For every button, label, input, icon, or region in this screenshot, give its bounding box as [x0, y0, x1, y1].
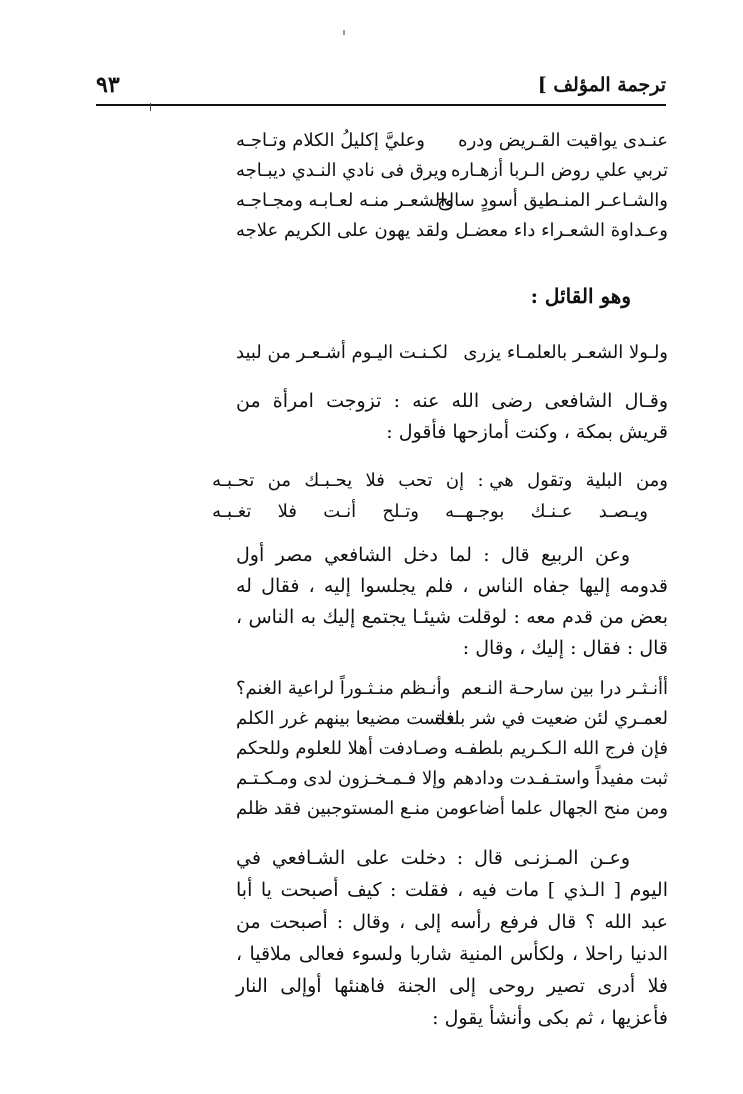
- word: من: [267, 470, 292, 491]
- word: تحب: [398, 470, 433, 491]
- section-heading: وهو القائل :: [530, 284, 631, 308]
- verse: [236, 190, 668, 220]
- hemistich-second: وإلا فـمـخـزون لدى ومـكـتـم: [236, 768, 446, 789]
- header-title: ترجمة المؤلف ]: [537, 74, 666, 96]
- hemistich-first: ولـولا الشعـر بالعلمـاء يزرى: [463, 342, 668, 363]
- word: ويـصـد: [598, 501, 648, 522]
- hemistich-second: فلست مضيعا بينهم غرر الكلم: [236, 708, 455, 729]
- verse: [236, 798, 668, 828]
- word: تغـبـه: [212, 501, 252, 522]
- paragraph-text: وعـن المـزنـى قال : دخلت على الشـافعي في اليوم [ الـذي ] مات فيه ، فقلت : كيف أصبحت يا أبا عبد الله ؟ قال فرفع رأسه إلى ، وقال : أصبحت من الدنيا راحلا ، ولكأس المنية شاربا ولسوء فعالى ملاقيا ، فلا أدرى تصير روحى إلى الجنة فاهنئها أوإلى النار فأعزيها ، ثم بكى وأنشأ يقول :: [236, 847, 668, 1029]
- word: وتقول: [527, 470, 573, 491]
- hemistich-first: لعمـري لئن ضعيت في شر بلدة: [435, 708, 668, 729]
- hemistich-second: ويرق فى نادي النـدي ديبـاجه: [236, 160, 448, 181]
- hemistich-second: وأنـظم منـثـوراً لراعية الغنم؟: [236, 678, 451, 699]
- paragraph-3: [236, 842, 668, 1034]
- word: وتـلح: [382, 501, 419, 522]
- verse: [236, 708, 668, 738]
- word: بوجـهــه: [445, 501, 505, 522]
- hemistich-second: ومن منـع المستوجبين فقد ظلم: [236, 798, 468, 819]
- verse: [236, 738, 668, 768]
- hemistich-second: وصـادفت أهلا للعلوم وللحكم: [236, 738, 448, 759]
- page-number: ٩٣: [96, 72, 120, 98]
- paragraph-1: [236, 386, 668, 448]
- verse: [236, 678, 668, 708]
- hemistich-first: ومن منح الجهال علما أضاعه: [458, 798, 668, 819]
- word: عـنـك: [530, 501, 573, 522]
- paragraph-text: وعن الربيع قال : لما دخل الشافعي مصر أول قدومه إليها جفاه الناس ، فلم يجلسوا إليه ، فقال له بعض من قدم معه : لوقلت شيئـا يجتمع إليك به الناس ، قال : فقال : إليك ، وقال :: [236, 544, 668, 659]
- running-header: [96, 70, 666, 106]
- hemistich-first: تربي علي روض الـربا أزهـاره: [451, 160, 668, 181]
- poem-3-line-1: [212, 470, 668, 501]
- hemistich-second: والشعـر منـه لعـابـه ومجـاجـه: [236, 190, 454, 211]
- hemistich-first: والشـاعـر المنـطيق أسودٍ سالخ: [437, 190, 668, 211]
- verse: [236, 160, 668, 190]
- hemistich-second: لكـنـت اليـوم أشـعـر من لبيد: [236, 342, 448, 363]
- hemistich-first: فإن فرج الله الـكـريم بلطفـه: [453, 738, 668, 759]
- word: يحـبـك: [304, 470, 353, 491]
- poem-2: [236, 342, 668, 372]
- paragraph-text: وقـال الشافعى رضى الله عنه : تزوجت امرأة من قريش بمكة ، وكنت أمازحها فأقول :: [236, 390, 668, 443]
- poem-1: [236, 130, 668, 250]
- word: فلا: [277, 501, 297, 522]
- word: تحـبـه: [212, 470, 255, 491]
- paragraph-2: [236, 540, 668, 664]
- hemistich-first: وعـداوة الشعـراء داء معضـل: [455, 220, 668, 241]
- hemistich-first: عنـدى يواقيت القـريض ودره: [458, 130, 668, 151]
- word: فلا: [365, 470, 385, 491]
- word: أنـت: [323, 501, 357, 522]
- hemistich-first: ثبت مفيداً واستـفـدت ودادهم: [452, 768, 668, 789]
- hemistich-second: ولقد يهون على الكريم علاجه: [236, 220, 449, 241]
- poem-3: [212, 470, 668, 532]
- word: ومن: [635, 470, 668, 491]
- hemistich-first: أأنـثـر درا بين سارحـة النـعم: [461, 678, 668, 699]
- verse: [236, 768, 668, 798]
- hemistich-second: وعليَّ إكليلُ الكلام وتـاجـه: [236, 130, 425, 151]
- scan-speck: [343, 30, 345, 35]
- word: إن: [445, 470, 465, 491]
- word: البلية: [585, 470, 623, 491]
- word: هي :: [477, 470, 514, 491]
- verse: [236, 342, 668, 372]
- poem-4: [236, 678, 668, 828]
- verse: [236, 130, 668, 160]
- header-tick: [150, 103, 151, 111]
- verse: [236, 220, 668, 250]
- poem-3-line-2: [212, 501, 668, 532]
